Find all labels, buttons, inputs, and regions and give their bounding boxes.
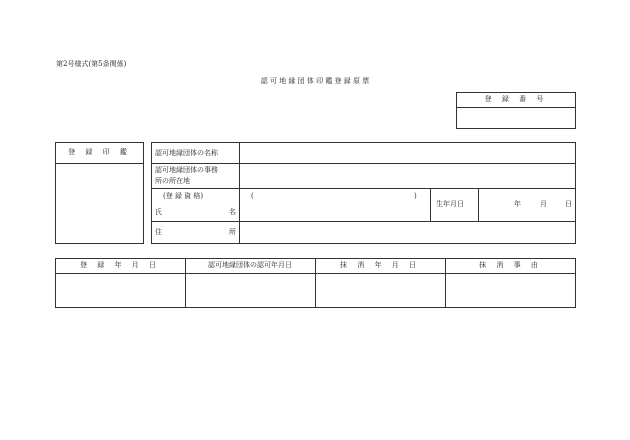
birthdate-field[interactable]	[480, 190, 574, 220]
registration-number-field[interactable]	[458, 109, 574, 127]
org-name-label: 認可地縁団体の名称	[155, 149, 218, 157]
seal-box-label: 登 録 印 鑑	[68, 148, 131, 156]
form-title: 認 可 地 縁 団 体 印 鑑 登 録 原 票	[260, 77, 370, 85]
header-deletion-reason: 抹 消 事 由	[479, 261, 542, 269]
birthdate-label: 生年月日	[436, 200, 464, 208]
info-table-label-divider	[239, 142, 240, 244]
representative-address-field[interactable]	[241, 223, 574, 243]
qualification-label: (登 録 資 格)	[163, 192, 204, 200]
birth-day-label: 日	[565, 200, 572, 208]
info-row-divider-3	[151, 221, 576, 222]
registration-date-field[interactable]	[57, 275, 183, 306]
seal-box-divider	[55, 163, 144, 164]
header-registration-date: 登 録 年 月 日	[80, 261, 160, 269]
office-address-label-line1: 認可地縁団体の事務	[155, 166, 218, 174]
info-row-divider-2	[151, 188, 576, 189]
name-label-char-2: 名	[229, 208, 236, 216]
birth-year-label: 年	[514, 200, 521, 208]
header-deletion-date: 抹 消 年 月 日	[340, 261, 420, 269]
qualification-paren-close: )	[414, 192, 417, 200]
form-number: 第2号様式(第5条関係)	[56, 60, 127, 68]
office-address-label-line2: 所の所在地	[155, 177, 190, 185]
deletion-date-field[interactable]	[317, 275, 443, 306]
registration-number-label: 登 録 番 号	[484, 95, 548, 103]
header-approval-date: 認可地縁団体の認可年月日	[208, 261, 292, 269]
birth-month-label: 月	[540, 200, 547, 208]
address-label-char-1: 住	[155, 228, 162, 236]
qualification-field[interactable]	[258, 190, 410, 202]
deletion-reason-field[interactable]	[447, 275, 574, 306]
info-row-divider-1	[151, 163, 576, 164]
representative-name-field[interactable]	[241, 204, 428, 220]
approval-date-field[interactable]	[187, 275, 313, 306]
registration-number-divider	[456, 107, 576, 108]
org-name-field[interactable]	[241, 144, 574, 162]
seal-stamp-area[interactable]	[57, 165, 142, 242]
qualification-paren-open: (	[251, 192, 254, 200]
birthdate-divider-right	[478, 188, 479, 221]
address-label-char-2: 所	[229, 228, 236, 236]
office-address-field[interactable]	[241, 165, 574, 187]
name-label-char-1: 氏	[155, 208, 162, 216]
birthdate-divider-left	[430, 188, 431, 221]
